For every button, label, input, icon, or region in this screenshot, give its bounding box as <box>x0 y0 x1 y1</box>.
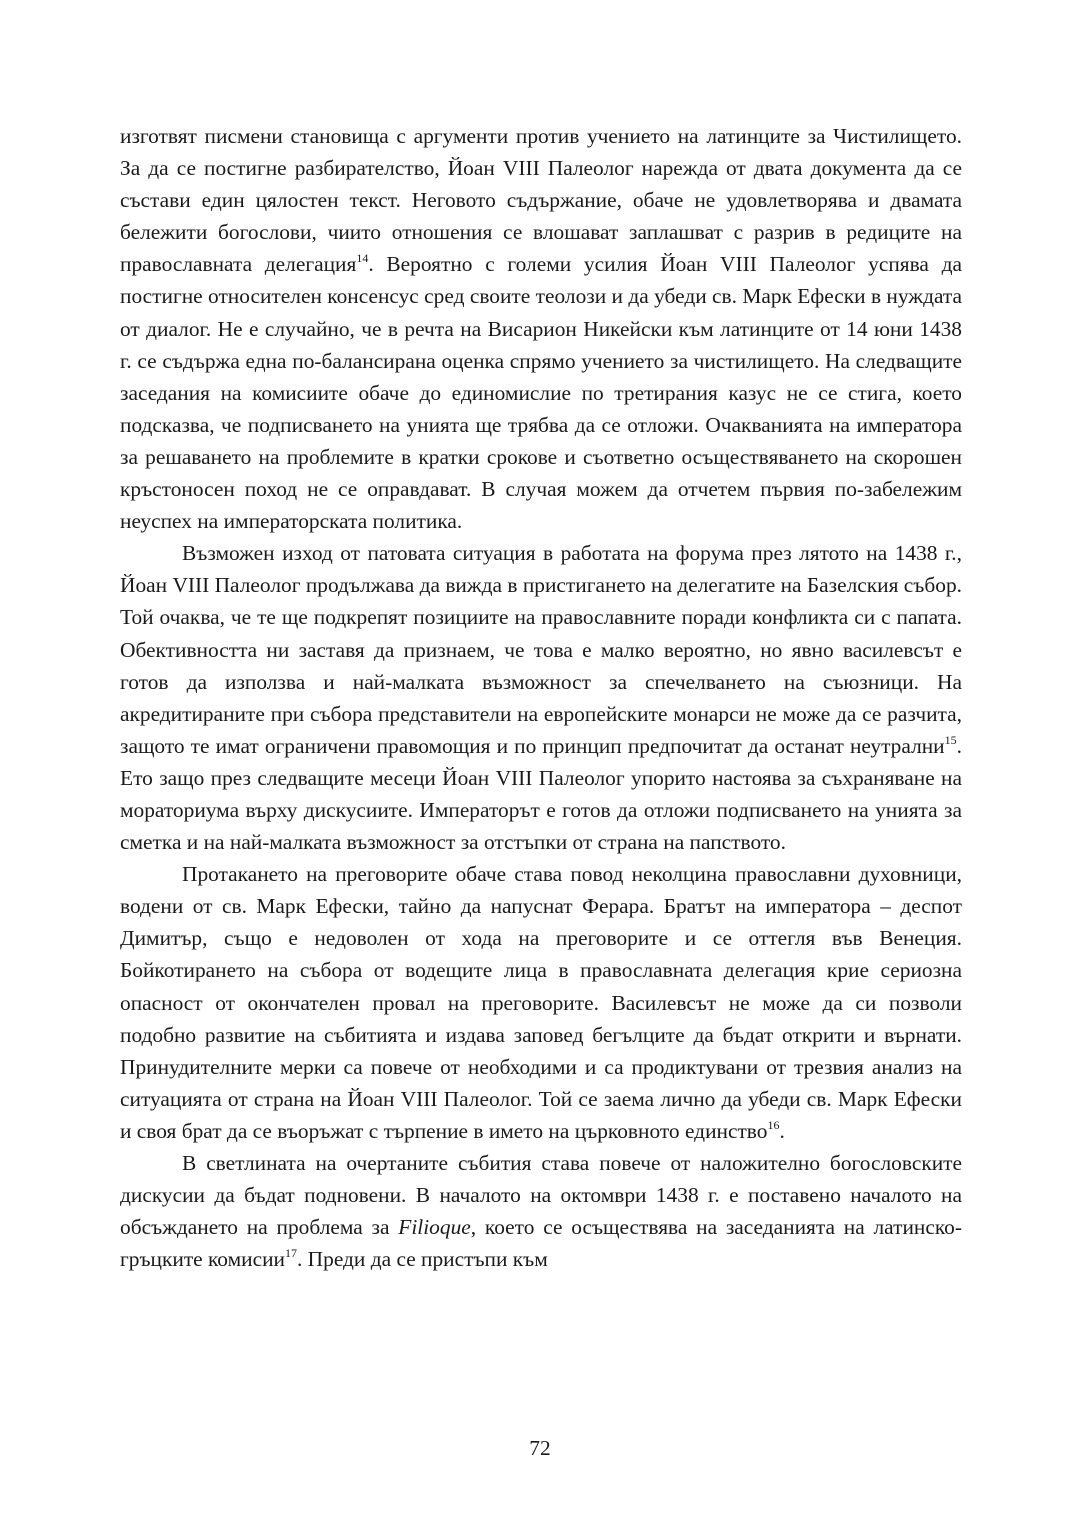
page-body <box>120 120 962 1275</box>
text-segment: . Ето защо през следващите месеци Йоан VIII Палеолог упорито настоява за съхраняване на мораториума върху дискусиите. Императорът е готов да отложи подписването на унията за сметка и на най-малката възможност за отстъпки от страна на папството. <box>120 733 962 855</box>
paragraph-2 <box>120 537 962 858</box>
text-segment: . Преди да се пристъпи към <box>296 1247 548 1272</box>
page-number: 72 <box>529 1436 551 1460</box>
italic-term-filioque: Filioque <box>398 1215 471 1240</box>
footnote-ref-17[interactable]: 17 <box>284 1246 297 1261</box>
text-segment: В светлината на очертаните събития става повече от наложително богословските дискусии да бъдат подновени. В началото на октомври 1438 г. е поставено началото на обсъждането на проблема за <box>120 1151 962 1240</box>
text-segment: изготвят писмени становища с аргументи против учението на латинците за Чистилището. За да се постигне разбирателство, Йоан VIII Палеолог нарежда от двата документа да се състави един цялостен текст. Неговото съдържание, обаче не удовлетворява и двамата бележити богослови, чиито отношения се влошават заплашват с разрив в редиците на православната делегация <box>120 124 962 277</box>
paragraph-3 <box>120 858 962 1147</box>
text-segment: Протакането на преговорите обаче става повод неколцина православни духовници, водени от св. Марк Ефески, тайно да напуснат Ферара. Братът на императора – деспот Димитър, също е недоволен от хода на преговорите и се оттегля във Венеция. Бойкотирането на събора от водещите лица в православната делегация крие сериозна опасност от окончателен провал на преговорите. Василевсът не може да си позволи подобно развитие на събитията и издава заповед бегълците да бъдат открити и върнати. Принудителните мерки са повече от необходими и са продиктувани от трезвия анализ на ситуацията от страна на Йоан VIII Палеолог. Той се заема лично да убеди св. Марк Ефески и своя брат да се въоръжат с търпение в името на църковното единство <box>120 862 962 1143</box>
text-segment: Възможен изход от патовата ситуация в работата на форума през лятото на 1438 г., Йоан VIII Палеолог продължава да вижда в пристигането на делегатите на Базелския събор. Той очаква, че те ще подкрепят позициите на православните поради конфликта си с папата. Обективността ни заставя да признаем, че това е малко вероятно, но явно василевсът е готов да използва и най-малката възможност за спечелването на съюзници. На акредитираните при събора представители на европейските монарси не може да се разчита, защото те имат ограничени правомощия и по принцип предпочитат да останат неутрални <box>120 541 962 758</box>
text-segment: , което се осъществява на заседанията на латинско-гръцките комисии <box>120 1215 962 1272</box>
paragraph-4 <box>120 1147 962 1275</box>
text-segment: . Вероятно с големи усилия Йоан VIII Палеолог успява да постигне относителен консенсус сред своите теолози и да убеди св. Марк Ефески в нуждата от диалог. Не е случайно, че в речта на Висарион Никейски към латинците от 14 юни 1438 г. се съдържа една по-балансирана оценка спрямо учението за чистилището. На следващите заседания на комисиите обаче до единомислие по третирания казус не се стига, което подсказва, че подписването на унията ще трябва да се отложи. Очакванията на императора за решаването на проблемите в кратки срокове и съответно осъществяването на скорошен кръстоносен поход не се оправдават. В случая можем да отчетем първия по-забележим неуспех на императорската политика. <box>120 252 963 534</box>
footnote-ref-15[interactable]: 15 <box>944 732 957 747</box>
paragraph-1 <box>120 120 962 537</box>
footnote-ref-14[interactable]: 14 <box>356 251 369 266</box>
text-segment: . <box>779 1118 785 1143</box>
footnote-ref-16[interactable]: 16 <box>767 1117 780 1132</box>
